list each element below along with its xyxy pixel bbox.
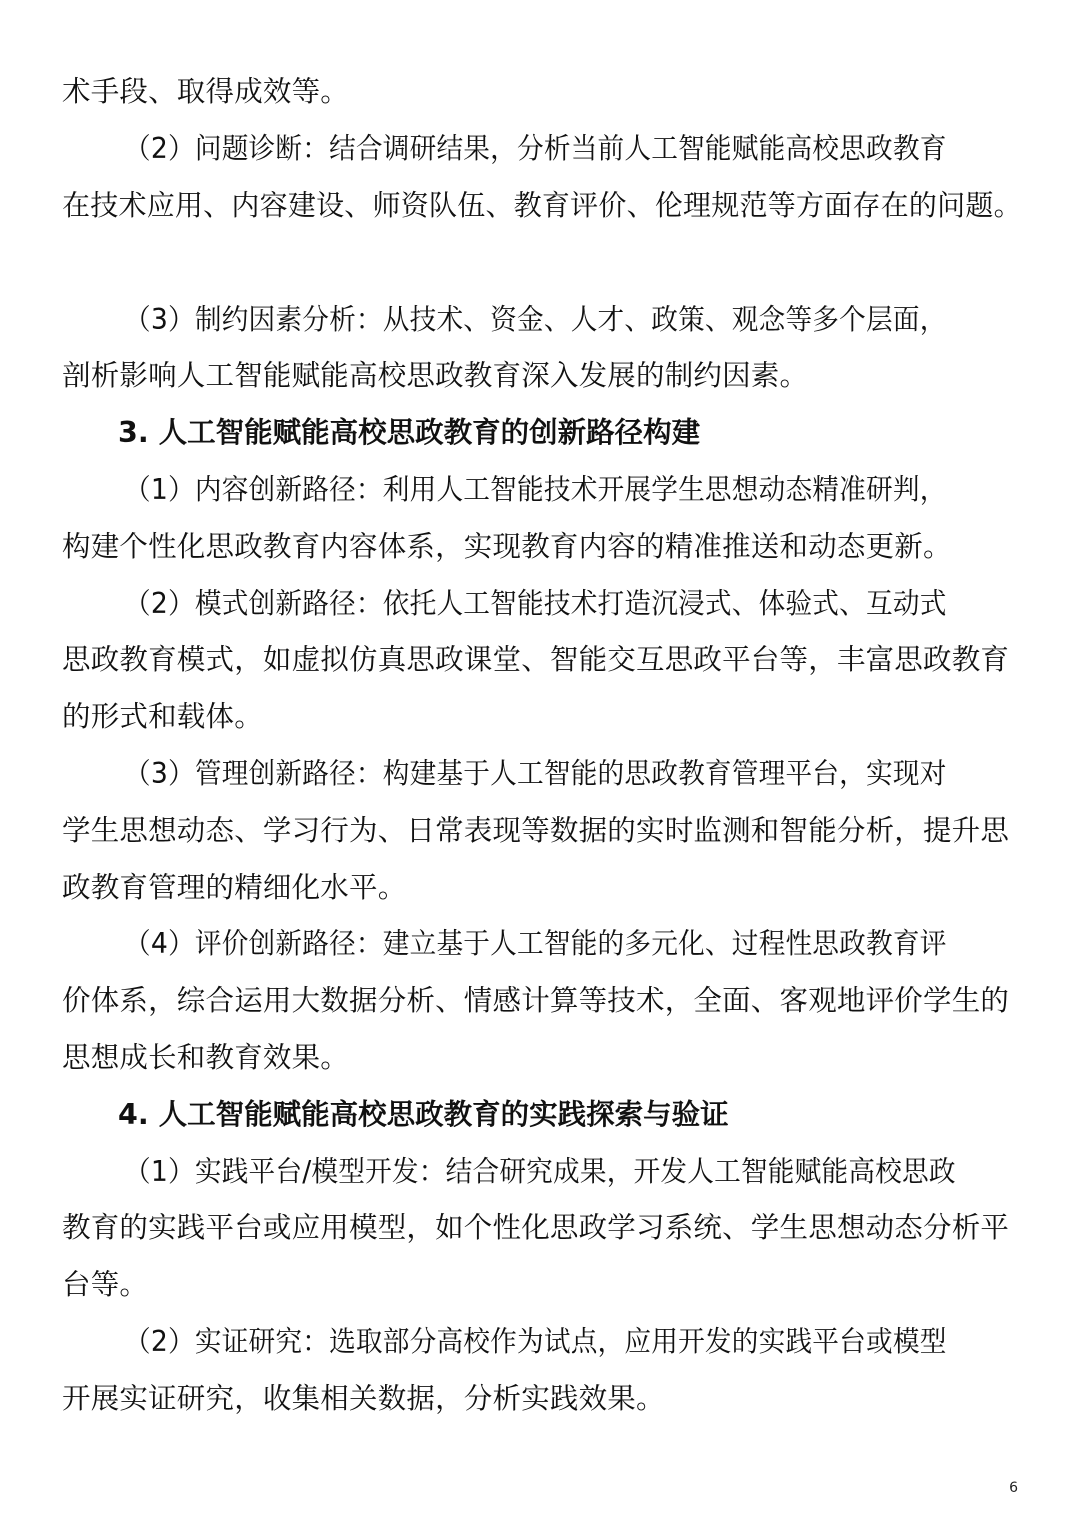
- text-line: （3）管理创新路径：构建基于人工智能的思政教育管理平台，实现对: [124, 757, 947, 790]
- text-line: （2）模式创新路径：依托人工智能技术打造沉浸式、体验式、互动式: [124, 587, 947, 620]
- text-line: 在技术应用、内容建设、师资队伍、教育评价、伦理规范等方面存在的问题。: [62, 189, 1022, 222]
- text-line: （2）问题诊断：结合调研结果，分析当前人工智能赋能高校思政教育: [124, 132, 947, 165]
- text-line: 台等。: [62, 1268, 149, 1301]
- text-line: 学生思想动态、学习行为、日常表现等数据的实时监测和智能分析，提升思: [62, 814, 1010, 847]
- text-line: 思政教育模式，如虚拟仿真思政课堂、智能交互思政平台等，丰富思政教育: [62, 643, 1010, 676]
- text-line: （1）内容创新路径：利用人工智能技术开展学生思想动态精准研判，: [124, 473, 947, 506]
- section-heading: 3. 人工智能赋能高校思政教育的创新路径构建: [118, 416, 701, 449]
- text-line: 构建个性化思政教育内容体系，实现教育内容的精准推送和动态更新。: [62, 530, 952, 563]
- text-line: 的形式和载体。: [62, 700, 263, 733]
- text-line: （3）制约因素分析：从技术、资金、人才、政策、观念等多个层面，: [124, 303, 947, 336]
- text-line: （2）实证研究：选取部分高校作为试点，应用开发的实践平台或模型: [124, 1325, 947, 1358]
- text-line: 剖析影响人工智能赋能高校思政教育深入发展的制约因素。: [62, 359, 809, 392]
- text-line: （4）评价创新路径：建立基于人工智能的多元化、过程性思政教育评: [124, 927, 947, 960]
- text-line: 教育的实践平台或应用模型，如个性化思政学习系统、学生思想动态分析平: [62, 1211, 1010, 1244]
- page-number: 6: [1009, 1480, 1018, 1496]
- text-line: （1）实践平台/模型开发：结合研究成果，开发人工智能赋能高校思政: [124, 1155, 956, 1188]
- text-line: 政教育管理的精细化水平。: [62, 871, 407, 904]
- section-heading: 4. 人工智能赋能高校思政教育的实践探索与验证: [118, 1098, 729, 1131]
- text-line: 术手段、取得成效等。: [62, 75, 350, 108]
- text-line: 思想成长和教育效果。: [62, 1041, 350, 1074]
- text-line: 开展实证研究，收集相关数据，分析实践效果。: [62, 1382, 665, 1415]
- text-line: 价体系，综合运用大数据分析、情感计算等技术，全面、客观地评价学生的: [62, 984, 1010, 1017]
